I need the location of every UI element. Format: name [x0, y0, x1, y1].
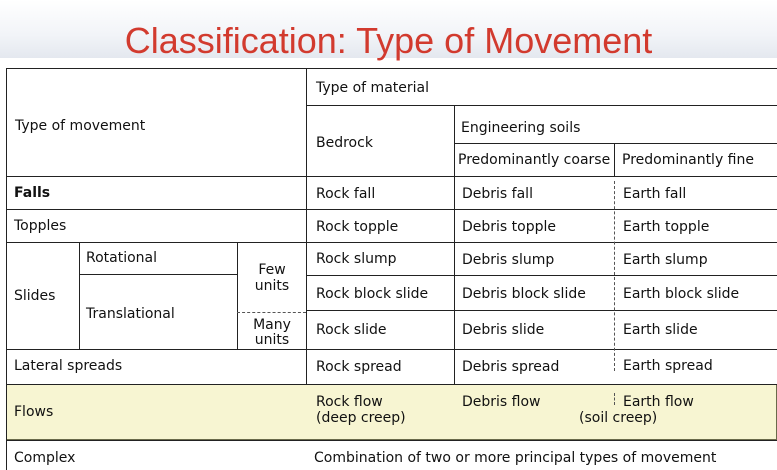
- cell-deep-creep: (deep creep): [316, 410, 406, 426]
- classification-table: [6, 68, 777, 470]
- row-label-falls: Falls: [14, 185, 51, 201]
- cell-earth-block-slide: Earth block slide: [623, 286, 740, 302]
- header-line: [454, 143, 777, 144]
- many-units-label-2: units: [254, 332, 290, 348]
- dashed-separator: [614, 181, 615, 371]
- cell-earth-flow: Earth flow: [623, 394, 694, 410]
- cell-rock-spread: Rock spread: [316, 359, 402, 375]
- header-predominantly-coarse: Predominantly coarse: [458, 152, 611, 168]
- row-line: [6, 440, 777, 441]
- row-label-slides: Slides: [14, 288, 56, 304]
- many-units-label-1: Many: [253, 317, 291, 333]
- cell-earth-topple: Earth topple: [623, 219, 710, 235]
- header-type-of-movement: Type of movement: [15, 118, 146, 134]
- row-label-lateral-spreads: Lateral spreads: [14, 358, 123, 374]
- cell-rock-block-slide: Rock block slide: [316, 286, 429, 302]
- col-line: [79, 242, 80, 349]
- row-line: [306, 275, 777, 276]
- cell-complex-description: Combination of two or more principal types of movement: [314, 450, 717, 466]
- row-line: [6, 349, 777, 350]
- slides-rotational: Rotational: [86, 250, 158, 266]
- cell-earth-slide: Earth slide: [623, 322, 698, 338]
- cell-soil-creep: (soil creep): [579, 410, 658, 426]
- row-line: [6, 209, 777, 210]
- cell-earth-fall: Earth fall: [623, 186, 687, 202]
- dashed-separator: [237, 312, 306, 313]
- header-line: [306, 105, 777, 106]
- cell-debris-block-slide: Debris block slide: [462, 286, 586, 302]
- cell-rock-fall: Rock fall: [316, 186, 376, 202]
- cell-earth-slump: Earth slump: [623, 252, 708, 268]
- cell-rock-flow: Rock flow: [316, 394, 383, 410]
- dashed-separator: [614, 393, 615, 405]
- row-line: [6, 384, 777, 385]
- cell-earth-spread: Earth spread: [623, 358, 713, 374]
- cell-rock-slide: Rock slide: [316, 322, 387, 338]
- slides-translational: Translational: [86, 306, 175, 322]
- few-units-label-1: Few: [258, 262, 286, 278]
- table-top-border: [6, 68, 777, 69]
- col-line: [306, 68, 307, 384]
- col-line: [454, 105, 455, 384]
- header-type-of-material: Type of material: [316, 80, 429, 96]
- cell-debris-slide: Debris slide: [462, 322, 545, 338]
- header-predominantly-fine: Predominantly fine: [622, 152, 754, 168]
- row-line: [6, 242, 777, 243]
- header-engineering-soils: Engineering soils: [461, 120, 581, 136]
- row-label-complex: Complex: [14, 450, 76, 466]
- cell-rock-topple: Rock topple: [316, 219, 399, 235]
- cell-rock-slump: Rock slump: [316, 251, 397, 267]
- col-line: [614, 143, 615, 176]
- slide-title: Classification: Type of Movement: [124, 20, 653, 61]
- few-units-label-2: units: [254, 278, 290, 294]
- row-line: [306, 310, 777, 311]
- cell-debris-flow: Debris flow: [462, 394, 541, 410]
- cell-debris-slump: Debris slump: [462, 252, 555, 268]
- table-left-border: [6, 68, 7, 470]
- row-label-topples: Topples: [14, 218, 67, 234]
- cell-debris-fall: Debris fall: [462, 186, 533, 202]
- col-line: [237, 242, 238, 349]
- cell-debris-spread: Debris spread: [462, 359, 560, 375]
- row-label-flows: Flows: [14, 404, 54, 420]
- row-line: [79, 274, 237, 275]
- row-line: [6, 176, 777, 177]
- cell-debris-topple: Debris topple: [462, 219, 557, 235]
- header-bedrock: Bedrock: [316, 135, 373, 151]
